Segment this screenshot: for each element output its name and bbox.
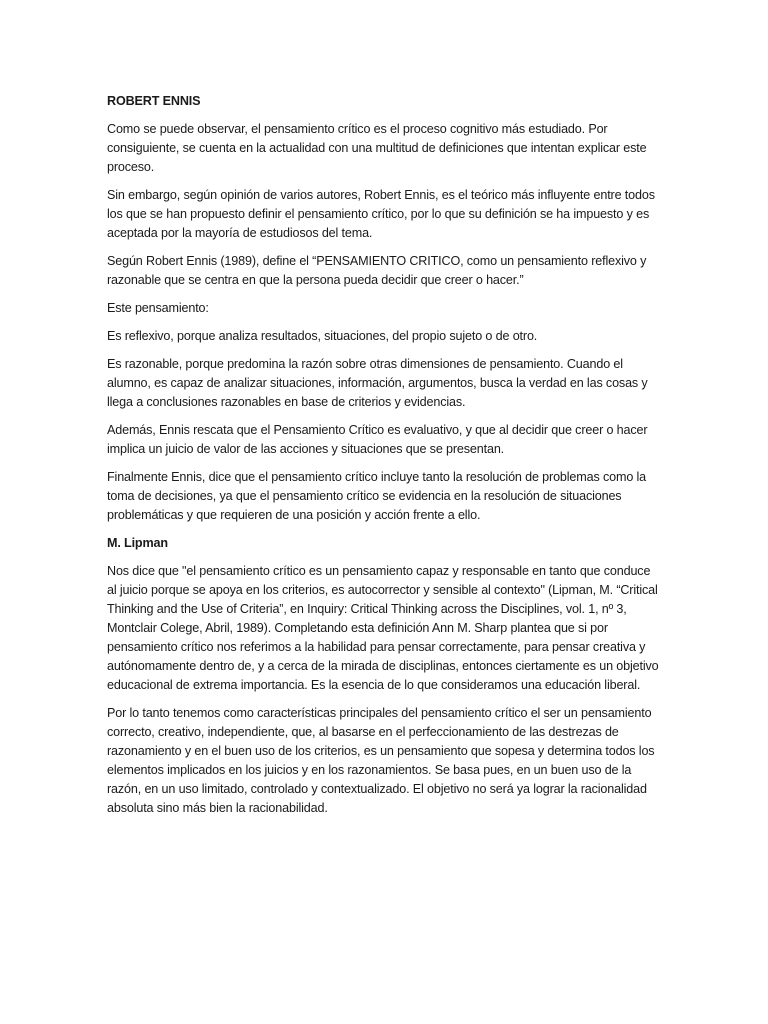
paragraph: Es razonable, porque predomina la razón sobre otras dimensiones de pensamiento. Cuando el alumno, es capaz de analizar situaciones, información, argumentos, busca la verdad en las cosas y llega a conclusiones razonables en base de criterios y evidencias. bbox=[107, 357, 648, 409]
paragraph: Finalmente Ennis, dice que el pensamiento crítico incluye tanto la resolución de problemas como la toma de decisiones, ya que el pensamiento crítico se evidencia en la resolución de situaciones problemáticas y que requieren de una posición y acción frente a ello. bbox=[107, 470, 647, 522]
section-m-lipman bbox=[107, 534, 659, 818]
paragraph: Según Robert Ennis (1989), define el “PENSAMIENTO CRITICO, como un pensamiento reflexivo y razonable que se centra en que la persona pueda decidir que creer o hacer.” bbox=[107, 254, 647, 287]
paragraph: Este pensamiento: bbox=[107, 301, 209, 315]
section-heading: M. Lipman bbox=[107, 536, 168, 550]
paragraph: Como se puede observar, el pensamiento crítico es el proceso cognitivo más estudiado. Por consiguiente, se cuenta en la actualidad con una multitud de definiciones que intentan explicar este proceso. bbox=[107, 122, 647, 174]
section-robert-ennis bbox=[107, 92, 659, 525]
paragraph: Nos dice que "el pensamiento crítico es un pensamiento capaz y responsable en tanto que conduce al juicio porque se apoya en los criterios, es autocorrector y sensible al contexto" (Lipman, M. “Critical Thinking and the Use of Criteria”, en Inquiry: Critical Thinking across the Disciplines, vol. 1, nº 3, Montclair Colege, Abril, 1989). Completando esta definición Ann M. Sharp plantea que si por pensamiento crítico nos referimos a la habilidad para pensar correctamente, para pensar creativa y autónomamente dentro de, y a cerca de la mirada de disciplinas, entonces ciertamente es un objetivo educacional de extrema importancia. Es la esencia de lo que consideramos una educación liberal. bbox=[107, 564, 659, 692]
section-heading: ROBERT ENNIS bbox=[107, 94, 201, 108]
paragraph: Es reflexivo, porque analiza resultados, situaciones, del propio sujeto o de otro. bbox=[107, 329, 538, 343]
paragraph: Por lo tanto tenemos como características principales del pensamiento crítico el ser un pensamiento correcto, creativo, independiente, que, al basarse en el perfeccionamiento de las destrezas de razonamiento y en el buen uso de los criterios, es un pensamiento que sopesa y determina todos los elementos implicados en los juicios y en los razonamientos. Se basa pues, en un buen uso de la razón, en un uso limitado, controlado y contextualizado. El objetivo no será ya lograr la racionalidad absoluta sino más bien la racionabilidad. bbox=[107, 706, 655, 815]
paragraph: Además, Ennis rescata que el Pensamiento Crítico es evaluativo, y que al decidir que creer o hacer implica un juicio de valor de las acciones y situaciones que se presentan. bbox=[107, 423, 648, 456]
document-body bbox=[107, 92, 659, 827]
paragraph: Sin embargo, según opinión de varios autores, Robert Ennis, es el teórico más influyente entre todos los que se han propuesto definir el pensamiento crítico, por lo que su definición se ha impuesto y es aceptada por la mayoría de estudiosos del tema. bbox=[107, 188, 655, 240]
